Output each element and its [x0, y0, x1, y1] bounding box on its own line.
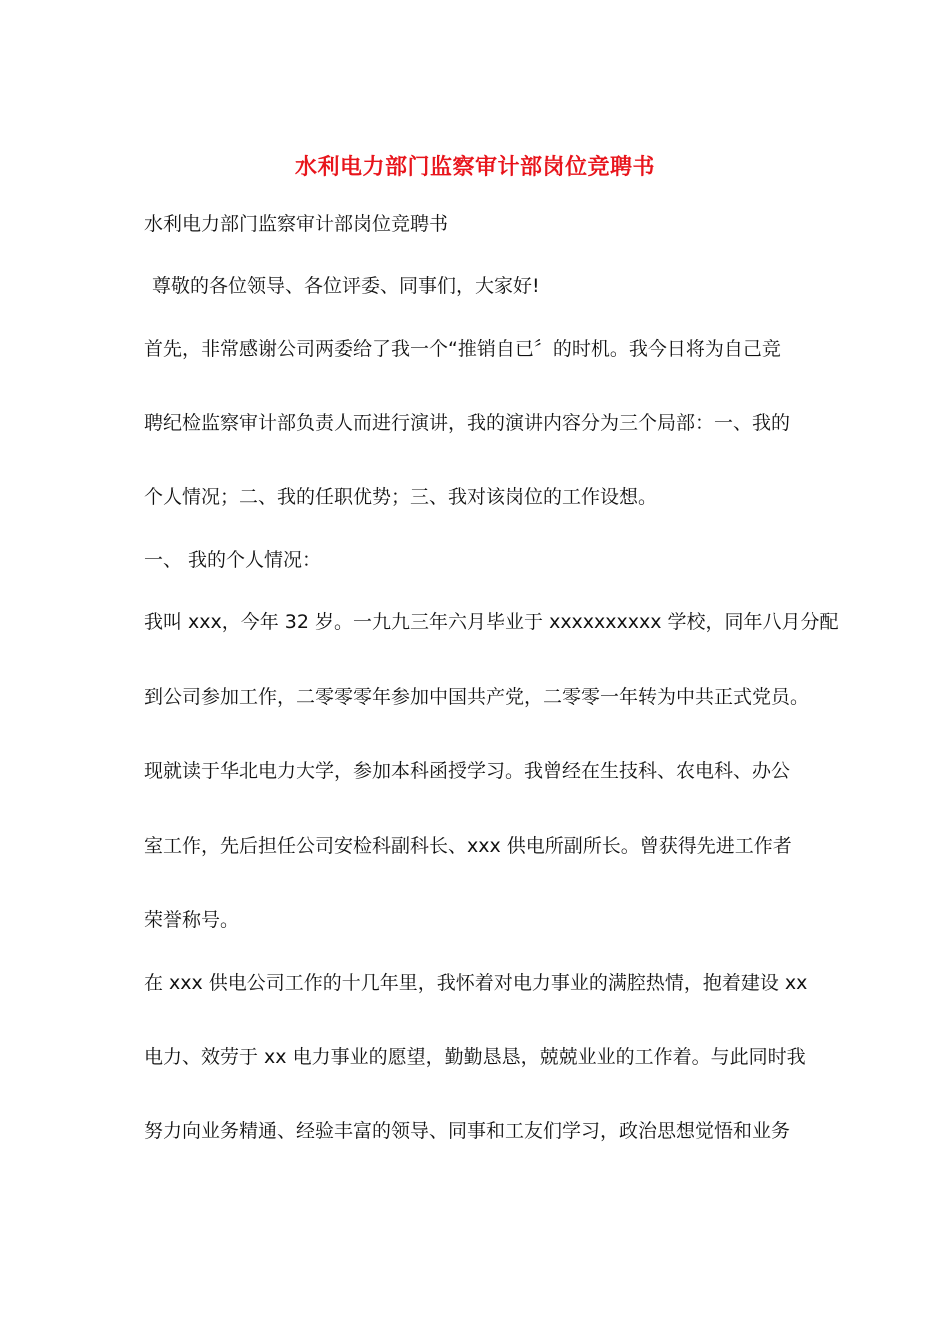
body-line: 现就读于华北电力大学，参加本科函授学习。我曾经在生技科、农电科、办公 [144, 760, 791, 782]
body-line: 努力向业务精通、经验丰富的领导、同事和工友们学习，政治思想觉悟和业务 [144, 1120, 791, 1142]
subtitle-line: 水利电力部门监察审计部岗位竞聘书 [144, 213, 449, 235]
section-heading: 一、 我的个人情况： [144, 549, 322, 571]
body-line: 我叫 xxx，今年 32 岁。一九九三年六月毕业于 xxxxxxxxxx 学校，同年八月分配 [144, 611, 839, 633]
body-line: 室工作，先后担任公司安检科副科长、xxx 供电所副所长。曾获得先进工作者 [144, 835, 792, 857]
body-line: 聘纪检监察审计部负责人而进行演讲，我的演讲内容分为三个局部：一、我的 [144, 412, 791, 434]
body-line: 个人情况；二、我的任职优势；三、我对该岗位的工作设想。 [144, 486, 658, 508]
body-line: 电力、效劳于 xx 电力事业的愿望，勤勤恳恳，兢兢业业的工作着。与此同时我 [144, 1046, 806, 1068]
greeting-line: 尊敬的各位领导、各位评委、同事们，大家好! [152, 275, 540, 297]
body-line: 荣誉称号。 [144, 909, 240, 931]
body-line: 在 xxx 供电公司工作的十几年里，我怀着对电力事业的满腔热情，抱着建设 xx [144, 972, 808, 994]
body-line: 到公司参加工作，二零零零年参加中国共产党，二零零一年转为中共正式党员。 [144, 686, 810, 708]
document-title: 水利电力部门监察审计部岗位竞聘书 [294, 154, 655, 180]
body-line: 首先，非常感谢公司两委给了我一个“推销自已〞的时机。我今日将为自己竞 [144, 338, 781, 360]
